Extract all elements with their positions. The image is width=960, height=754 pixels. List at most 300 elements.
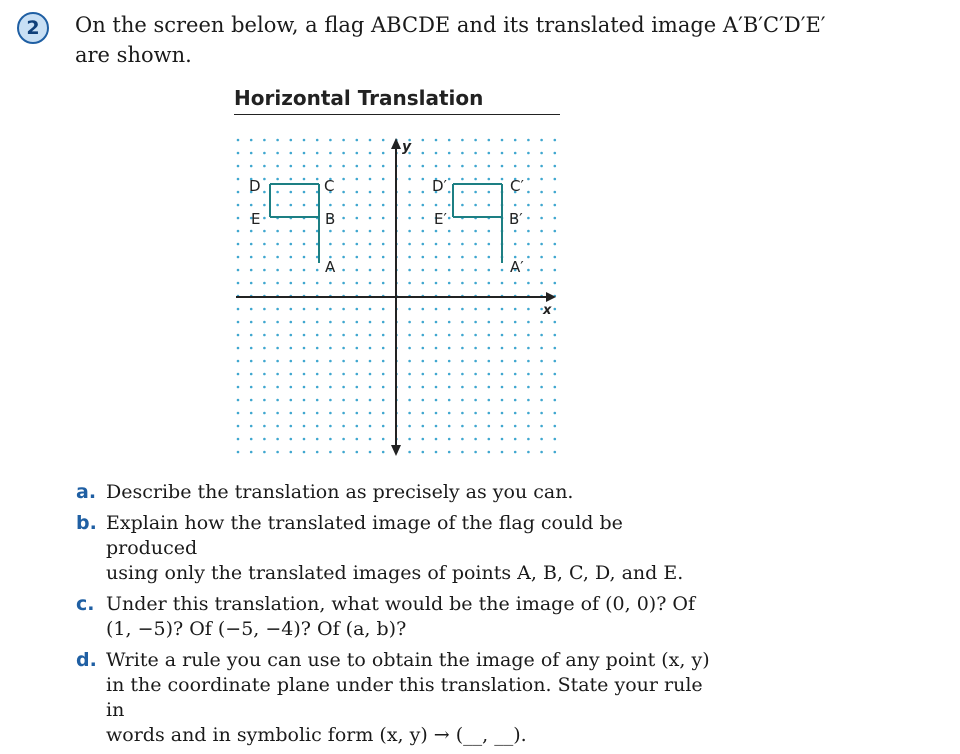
grid-dot	[514, 425, 517, 428]
question-letter: c.	[76, 593, 95, 615]
grid-dot	[554, 217, 557, 220]
grid-dot	[382, 321, 385, 324]
grid-dot	[263, 425, 266, 428]
grid-dot	[237, 451, 240, 454]
grid-dot	[448, 269, 451, 272]
grid-dot	[514, 347, 517, 350]
grid-dot	[422, 386, 425, 389]
grid-dot	[342, 334, 345, 337]
grid-dot	[527, 139, 530, 142]
grid-dot	[435, 165, 438, 168]
grid-dot	[303, 152, 306, 155]
question-letter: d.	[76, 649, 97, 671]
grid-dot	[422, 321, 425, 324]
grid-dot	[237, 412, 240, 415]
grid-dot	[342, 451, 345, 454]
grid-dot	[554, 152, 557, 155]
grid-dot	[382, 217, 385, 220]
grid-dot	[501, 178, 504, 181]
grid-dot	[474, 334, 477, 337]
grid-dot	[356, 230, 359, 233]
grid-dot	[356, 399, 359, 402]
grid-dot	[448, 139, 451, 142]
grid-dot	[554, 308, 557, 311]
grid-dot	[250, 165, 253, 168]
grid-dot	[276, 230, 279, 233]
label-B-prime: B′	[509, 210, 523, 228]
grid-dot	[488, 243, 491, 246]
grid-dot	[316, 373, 319, 376]
label-C: C	[324, 177, 335, 195]
label-A: A	[325, 258, 336, 276]
grid-dot	[540, 438, 543, 441]
grid-dot	[263, 373, 266, 376]
grid-dot	[527, 386, 530, 389]
grid-dot	[422, 425, 425, 428]
x-axis-label: x	[543, 303, 552, 318]
grid-dot	[435, 269, 438, 272]
grid-dot	[382, 256, 385, 259]
flag-image	[453, 184, 502, 263]
grid-dot	[435, 152, 438, 155]
grid-dot	[461, 230, 464, 233]
grid-dot	[474, 321, 477, 324]
grid-dot	[448, 438, 451, 441]
grid-dot	[488, 152, 491, 155]
grid-dot	[474, 230, 477, 233]
grid-dot	[488, 360, 491, 363]
grid-dot	[369, 152, 372, 155]
grid-dot	[329, 438, 332, 441]
grid-dot	[237, 347, 240, 350]
grid-dot	[514, 360, 517, 363]
question-line: in the coordinate plane under this translation. State your rule in	[106, 674, 703, 721]
grid-dot	[290, 360, 293, 363]
grid-dot	[540, 243, 543, 246]
grid-dot	[369, 334, 372, 337]
grid-dot	[237, 139, 240, 142]
grid-dot	[263, 139, 266, 142]
grid-dot	[356, 373, 359, 376]
grid-dot	[501, 321, 504, 324]
grid-dot	[408, 386, 411, 389]
grid-dot	[554, 347, 557, 350]
grid-dot	[382, 347, 385, 350]
grid-dot	[501, 451, 504, 454]
grid-dot	[369, 230, 372, 233]
grid-dot	[263, 321, 266, 324]
grid-dot	[448, 165, 451, 168]
grid-dot	[237, 282, 240, 285]
grid-dot	[554, 360, 557, 363]
grid-dot	[408, 282, 411, 285]
grid-dot	[263, 256, 266, 259]
grid-dot	[554, 438, 557, 441]
grid-dot	[514, 412, 517, 415]
grid-dot	[237, 373, 240, 376]
grid-dot	[303, 282, 306, 285]
grid-dot	[448, 256, 451, 259]
grid-dot	[382, 139, 385, 142]
grid-dot	[488, 204, 491, 207]
grid-dot	[501, 308, 504, 311]
grid-dot	[303, 308, 306, 311]
grid-dot	[342, 282, 345, 285]
grid-dot	[276, 451, 279, 454]
grid-dot	[369, 204, 372, 207]
grid-dot	[554, 178, 557, 181]
grid-dot	[461, 243, 464, 246]
grid-dot	[540, 399, 543, 402]
grid-dot	[514, 308, 517, 311]
grid-dot	[488, 334, 491, 337]
grid-dot	[461, 386, 464, 389]
grid-dot	[527, 412, 530, 415]
grid-dot	[488, 321, 491, 324]
grid-dot	[514, 282, 517, 285]
grid-dot	[448, 399, 451, 402]
grid-dot	[303, 204, 306, 207]
grid-dot	[435, 425, 438, 428]
grid-dot	[514, 399, 517, 402]
grid-dot	[554, 269, 557, 272]
grid-dot	[250, 230, 253, 233]
grid-dot	[435, 230, 438, 233]
grid-dot	[276, 386, 279, 389]
grid-dot	[369, 217, 372, 220]
grid-dot	[316, 360, 319, 363]
grid-dot	[263, 360, 266, 363]
grid-dot	[540, 347, 543, 350]
label-A-prime: A′	[510, 258, 524, 276]
grid-dot	[554, 165, 557, 168]
grid-dot	[382, 412, 385, 415]
grid-dot	[329, 230, 332, 233]
grid-dot	[488, 230, 491, 233]
grid-dot	[501, 334, 504, 337]
flag-original	[270, 184, 319, 263]
grid-dot	[329, 451, 332, 454]
grid-dot	[501, 399, 504, 402]
grid-dot	[290, 334, 293, 337]
grid-dot	[448, 308, 451, 311]
question-a	[76, 480, 716, 505]
grid-dot	[408, 178, 411, 181]
grid-dot	[276, 152, 279, 155]
question-letter: b.	[76, 512, 97, 534]
grid-dot	[369, 178, 372, 181]
grid-dot	[422, 191, 425, 194]
grid-dot	[369, 425, 372, 428]
grid-dot	[540, 256, 543, 259]
grid-dot	[382, 399, 385, 402]
grid-dot	[369, 243, 372, 246]
grid-dot	[342, 256, 345, 259]
grid-dot	[474, 204, 477, 207]
grid-dot	[448, 425, 451, 428]
grid-dot	[488, 191, 491, 194]
grid-dot	[422, 256, 425, 259]
grid-dot	[435, 399, 438, 402]
grid-dot	[540, 373, 543, 376]
grid-dot	[250, 373, 253, 376]
grid-dot	[250, 256, 253, 259]
grid-dot	[408, 425, 411, 428]
grid-dot	[263, 438, 266, 441]
grid-dot	[540, 412, 543, 415]
grid-dot	[276, 178, 279, 181]
grid-dot	[369, 308, 372, 311]
grid-dot	[250, 334, 253, 337]
grid-dot	[342, 360, 345, 363]
grid-dot	[422, 347, 425, 350]
label-D-prime: D′	[432, 177, 447, 195]
grid-dot	[435, 321, 438, 324]
grid-dot	[554, 334, 557, 337]
grid-dot	[488, 373, 491, 376]
grid-dot	[263, 399, 266, 402]
grid-dot	[237, 360, 240, 363]
grid-dot	[474, 347, 477, 350]
grid-dot	[263, 178, 266, 181]
grid-dot	[263, 308, 266, 311]
grid-dot	[290, 178, 293, 181]
grid-dot	[342, 230, 345, 233]
grid-dot	[474, 269, 477, 272]
label-E-prime: E′	[434, 210, 447, 228]
grid-dot	[237, 386, 240, 389]
grid-dot	[303, 165, 306, 168]
grid-dot	[263, 152, 266, 155]
grid-dot	[316, 451, 319, 454]
grid-dot	[356, 334, 359, 337]
grid-dot	[448, 152, 451, 155]
grid-dot	[276, 438, 279, 441]
grid-dot	[514, 165, 517, 168]
grid-dot	[329, 412, 332, 415]
grid-dot	[263, 204, 266, 207]
grid-dot	[290, 399, 293, 402]
grid-dot	[342, 308, 345, 311]
grid-dot	[408, 165, 411, 168]
grid-dot	[435, 347, 438, 350]
grid-dot	[250, 347, 253, 350]
grid-dot	[342, 412, 345, 415]
grid-dot	[554, 243, 557, 246]
grid-dot	[237, 334, 240, 337]
grid-dot	[369, 399, 372, 402]
grid-dot	[342, 165, 345, 168]
grid-dot	[316, 321, 319, 324]
grid-dot	[435, 360, 438, 363]
grid-dot	[356, 139, 359, 142]
grid-dot	[554, 321, 557, 324]
grid-dot	[303, 347, 306, 350]
label-B: B	[325, 210, 336, 228]
grid-dot	[382, 373, 385, 376]
grid-dot	[369, 269, 372, 272]
grid-dot	[461, 139, 464, 142]
grid-dot	[342, 269, 345, 272]
grid-dot	[303, 269, 306, 272]
grid-dot	[527, 243, 530, 246]
grid-dot	[461, 178, 464, 181]
grid-dot	[382, 165, 385, 168]
grid-dot	[290, 139, 293, 142]
grid-dot	[540, 152, 543, 155]
grid-dot	[461, 191, 464, 194]
grid-dot	[382, 243, 385, 246]
grid-dot	[448, 386, 451, 389]
grid-dot	[474, 360, 477, 363]
grid-dot	[554, 139, 557, 142]
grid-dot	[342, 152, 345, 155]
grid-dot	[474, 165, 477, 168]
grid-dot	[408, 217, 411, 220]
grid-dot	[237, 230, 240, 233]
grid-dot	[303, 425, 306, 428]
grid-dot	[382, 334, 385, 337]
grid-dot	[356, 412, 359, 415]
grid-dot	[435, 451, 438, 454]
grid-dot	[276, 399, 279, 402]
grid-dot	[408, 334, 411, 337]
grid-dot	[488, 282, 491, 285]
grid-dot	[422, 152, 425, 155]
grid-dot	[356, 308, 359, 311]
grid-dot	[540, 269, 543, 272]
grid-dot	[474, 412, 477, 415]
grid-dot	[276, 321, 279, 324]
grid-dot	[435, 386, 438, 389]
problem-number: 2	[26, 17, 40, 39]
grid-dot	[290, 308, 293, 311]
grid-dot	[303, 373, 306, 376]
grid-dot	[474, 191, 477, 194]
grid-dot	[540, 204, 543, 207]
grid-dot	[250, 139, 253, 142]
grid-dot	[461, 425, 464, 428]
grid-dot	[250, 282, 253, 285]
grid-dot	[329, 347, 332, 350]
grid-dot	[501, 360, 504, 363]
grid-dot	[237, 308, 240, 311]
grid-dot	[554, 256, 557, 259]
grid-dot	[356, 282, 359, 285]
grid-dot	[554, 230, 557, 233]
grid-dot	[448, 412, 451, 415]
grid-dot	[448, 230, 451, 233]
grid-dot	[263, 451, 266, 454]
grid-dot	[303, 360, 306, 363]
grid-dot	[329, 308, 332, 311]
grid-dot	[356, 269, 359, 272]
grid-dot	[276, 282, 279, 285]
grid-dot	[382, 152, 385, 155]
grid-dot	[474, 425, 477, 428]
y-axis-label: y	[402, 139, 412, 155]
grid-dot	[369, 321, 372, 324]
grid-dot	[408, 373, 411, 376]
grid-dot	[461, 269, 464, 272]
grid-dot	[474, 386, 477, 389]
grid-dot	[554, 399, 557, 402]
grid-dot	[408, 399, 411, 402]
grid-dot	[422, 178, 425, 181]
grid-dot	[408, 360, 411, 363]
grid-dot	[290, 321, 293, 324]
grid-dot	[316, 425, 319, 428]
grid-dot	[290, 451, 293, 454]
grid-dot	[461, 412, 464, 415]
grid-dot	[250, 438, 253, 441]
grid-dot	[276, 256, 279, 259]
grid-dot	[461, 334, 464, 337]
grid-dot	[290, 204, 293, 207]
grid-dot	[276, 269, 279, 272]
question-letter: a.	[76, 481, 97, 503]
grid-dot	[527, 191, 530, 194]
question-line: Write a rule you can use to obtain the image of any point (x, y)	[106, 649, 710, 671]
grid-dot	[448, 360, 451, 363]
grid-dot	[356, 425, 359, 428]
grid-dot	[527, 451, 530, 454]
grid-dot	[316, 334, 319, 337]
grid-dot	[303, 451, 306, 454]
grid-dot	[527, 178, 530, 181]
grid-dot	[276, 139, 279, 142]
question-line: using only the translated images of points A, B, C, D, and E.	[106, 562, 684, 584]
grid-dot	[554, 425, 557, 428]
grid-dot	[408, 451, 411, 454]
grid-dot	[329, 321, 332, 324]
grid-dot	[276, 165, 279, 168]
grid-dot	[488, 425, 491, 428]
grid-dot	[237, 256, 240, 259]
grid-dot	[435, 373, 438, 376]
grid-dot	[435, 412, 438, 415]
grid-dot	[369, 191, 372, 194]
grid-dot	[540, 282, 543, 285]
grid-dot	[276, 191, 279, 194]
grid-dot	[356, 360, 359, 363]
grid-dot	[316, 308, 319, 311]
grid-dot	[263, 347, 266, 350]
grid-dot	[356, 321, 359, 324]
grid-dot	[461, 282, 464, 285]
grid-dot	[408, 438, 411, 441]
grid-dot	[408, 308, 411, 311]
grid-dot	[342, 321, 345, 324]
grid-dot	[329, 399, 332, 402]
grid-dot	[290, 269, 293, 272]
grid-dot	[250, 204, 253, 207]
x-axis-arrow	[546, 292, 556, 302]
grid-dot	[540, 386, 543, 389]
grid-dot	[276, 347, 279, 350]
grid-dot	[422, 451, 425, 454]
grid-dot	[237, 425, 240, 428]
grid-dot	[474, 373, 477, 376]
grid-dot	[408, 269, 411, 272]
grid-dot	[501, 152, 504, 155]
y-axis-arrow-up	[391, 138, 401, 149]
question-c	[76, 592, 716, 642]
grid-dot	[290, 373, 293, 376]
grid-dot	[408, 256, 411, 259]
grid-dot	[501, 282, 504, 285]
grid-dot	[474, 139, 477, 142]
